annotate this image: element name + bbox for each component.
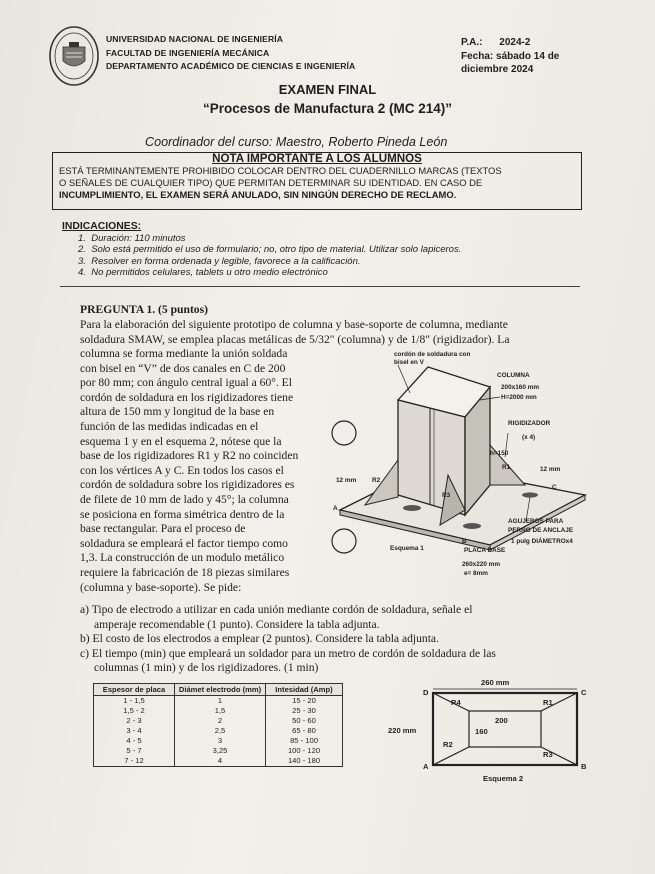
cell-current: 140 - 180 — [266, 756, 343, 767]
cell-current: 85 - 100 — [266, 736, 343, 746]
label-weld-2: bisel en V — [394, 359, 424, 366]
subitem-b: b) El costo de los electrodos a emplear (2 puntos). Considere la tabla adjunta. — [80, 632, 439, 646]
question-text-line: se posiciona en forma simétrica dentro de la — [80, 507, 285, 521]
anchor-hole-icon — [403, 505, 421, 511]
pa-value: 2024-2 — [499, 37, 531, 48]
question-text-line: base de los rigidizadores R1 y R2 no coinciden — [80, 449, 299, 463]
cell-diameter: 3,25 — [175, 746, 266, 756]
table-header-row — [94, 684, 343, 696]
cell-thickness: 1,5 - 2 — [94, 706, 175, 716]
cell-diameter: 2 — [175, 716, 266, 726]
subitem-a-cont: amperaje recomendable (1 punto). Considere la tabla adjunta. — [94, 617, 380, 631]
scheme-1-caption: Esquema 1 — [390, 545, 424, 552]
cell-current: 65 - 80 — [266, 726, 343, 736]
faculty-name: FACULTAD DE INGENIERÍA MECÁNICA — [106, 48, 270, 58]
question-text-line: 1,3. La construcción de un modulo metálico — [80, 551, 285, 565]
cell-diameter: 1,5 — [175, 706, 266, 716]
indications-list — [78, 233, 461, 279]
question-text-line: esquema 1 y en el esquema 2, nótese que la — [80, 434, 282, 448]
label-column-height: H=2000 mm — [501, 394, 537, 401]
inner-width-label: 200 — [495, 716, 508, 725]
label-holes-2: PERNO DE ANCLAJE — [508, 527, 574, 534]
question-text-line: altura de 150 mm y longitud de la base en — [80, 405, 275, 419]
question-text-line: soldadura se empleará el factor tiempo como — [80, 536, 288, 550]
cell-thickness: 2 - 3 — [94, 716, 175, 726]
label-12mm-right: 12 mm — [540, 466, 561, 473]
question-text-line: (columna y base-soporte). Se pide: — [80, 580, 242, 594]
label-r3: R3 — [442, 492, 451, 499]
scheme-1-diagram — [330, 345, 592, 585]
cell-thickness: 5 - 7 — [94, 746, 175, 756]
stiffener-r4-label: R4 — [451, 698, 461, 707]
course-coordinator: Coordinador del curso: Maestro, Roberto Pineda León — [145, 135, 448, 149]
cell-diameter: 1 — [175, 696, 266, 707]
stiffener-r2 — [365, 460, 398, 505]
question-text-line: por 80 mm; con ángulo central igual a 60°. El — [80, 376, 292, 390]
anchor-hole-icon — [522, 492, 538, 497]
label-column: COLUMNA — [497, 372, 530, 379]
question-title: PREGUNTA 1. (5 puntos) — [80, 303, 208, 316]
label-b: B — [462, 538, 467, 545]
label-c: C — [552, 484, 557, 491]
question-text-line: base rectangular. Para el proceso de — [80, 522, 246, 536]
label-plate-dims: 260x220 mm — [462, 561, 501, 568]
label-stiffener-count: (x 4) — [522, 434, 536, 441]
callout-circle — [332, 421, 356, 445]
indication-item: 3. Resolver en forma ordenada y legible, favorece a la calificación. — [78, 255, 361, 267]
label-plate-thickness: e= 8mm — [464, 570, 488, 577]
label-r1: R1 — [502, 464, 511, 471]
label-holes: AGUJEROS PARA — [508, 518, 564, 525]
height-label: 220 mm — [388, 726, 417, 735]
notice-line-3: INCUMPLIMIENTO, EL EXAMEN SERÁ ANULADO, SIN NINGÚN DERECHO DE RECLAMO. — [59, 189, 457, 200]
question-text-line: columna se forma mediante la unión soldada — [80, 347, 288, 360]
table-row — [94, 736, 343, 746]
vertex-d: D — [423, 688, 429, 697]
question-text-line: función de las medidas indicadas en el — [80, 419, 259, 433]
cell-thickness: 3 - 4 — [94, 726, 175, 736]
scheme-2-caption: Esquema 2 — [483, 774, 524, 783]
scheme-2-diagram — [385, 673, 605, 785]
label-column-dims: 200x160 mm — [501, 384, 540, 391]
indication-item: 1. Duración: 110 minutos — [78, 233, 186, 244]
table-row — [94, 746, 343, 756]
cell-diameter: 3 — [175, 736, 266, 746]
leader-line — [398, 365, 410, 393]
notice-title: NOTA IMPORTANTE A LOS ALUMNOS — [212, 152, 422, 165]
label-r2: R2 — [372, 477, 381, 484]
cell-thickness: 1 - 1,5 — [94, 696, 175, 707]
vertex-b: B — [581, 762, 587, 771]
subitem-a: a) Tipo de electrodo a utilizar en cada unión mediante cordón de soldadura, señale el — [80, 603, 473, 616]
cell-current: 50 - 60 — [266, 716, 343, 726]
electrode-table — [93, 683, 343, 767]
anchor-hole-icon — [463, 523, 481, 529]
vertex-c: C — [581, 688, 587, 697]
stiffener-r3-label: R3 — [543, 750, 553, 759]
col-header-current: Intesidad (Amp) — [266, 684, 343, 696]
table-row — [94, 716, 343, 726]
question-text-line: de filete de 10 mm de lado y 45°; la columna — [80, 492, 289, 506]
indication-item: 4. No permitidos celulares, tablets u otro medio electrónico — [78, 267, 328, 279]
stiffener-r1-label: R1 — [543, 698, 553, 707]
table-row — [94, 706, 343, 716]
pa-label: P.A.: — [461, 37, 483, 48]
subitem-c-cont: columnas (1 min) y de los rigidizadores. (1 min) — [94, 661, 319, 675]
table-row — [94, 726, 343, 736]
inner-height-label: 160 — [475, 727, 488, 736]
indications-title: INDICACIONES: — [62, 221, 142, 232]
label-a: A — [333, 505, 338, 512]
cell-diameter: 4 — [175, 756, 266, 767]
course-title: “Procesos de Manufactura 2 (MC 214)” — [202, 101, 453, 116]
subitem-c: c) El tiempo (min) que empleará un soldador para un metro de cordón de soldadura de las — [80, 646, 496, 660]
question-intro-line-2: soldadura SMAW, se emplea placas metálicas de 5/32" (columna) y de 1/8" (rigidizador). La — [80, 332, 510, 346]
label-weld: cordón de soldadura con — [394, 351, 471, 358]
department-name: DEPARTAMENTO ACADÉMICO DE CIENCIAS E INGENIERÍA — [106, 61, 356, 71]
stiffener-r2-line — [433, 747, 469, 765]
width-label: 260 mm — [481, 678, 510, 687]
col-header-thickness: Espesor de placa — [94, 684, 175, 696]
cell-current: 25 - 30 — [266, 706, 343, 716]
cell-current: 15 - 20 — [266, 696, 343, 707]
important-notice-box — [52, 152, 582, 210]
question-text-line: cordón de soldadura sobre los rigidizadores es — [80, 478, 295, 492]
question-text-line: con bisel en “V” de dos canales en C de 200 — [80, 361, 286, 375]
vertex-a: A — [423, 762, 429, 771]
question-subitems — [80, 603, 600, 676]
question-text-line: requiere la fabricación de 18 piezas similares — [80, 565, 290, 579]
label-plate: PLACA BASE — [464, 547, 506, 554]
divider — [60, 286, 580, 287]
cell-thickness: 7 - 12 — [94, 756, 175, 767]
col-header-diameter: Diámet electrodo (mm) — [175, 684, 266, 696]
question-intro-line-1: Para la elaboración del siguiente prototipo de columna y base-soporte de columna, mediante — [80, 318, 508, 331]
exam-title: EXAMEN FINAL — [278, 82, 377, 97]
label-12mm-left: 12 mm — [336, 477, 357, 484]
indication-item: 2. Solo está permitido el uso de formulario; no, otro tipo de material. Utilizar solo lapiceros. — [78, 244, 462, 256]
question-text-line: cordón de soldadura en los rigidizadores tiene — [80, 390, 294, 404]
cell-diameter: 2,5 — [175, 726, 266, 736]
label-stiffener: RIGIDIZADOR — [508, 420, 551, 427]
question-text-line: con los vértices A y C. En todos los casos el — [80, 463, 284, 477]
university-seal-logo — [48, 25, 100, 87]
table-row — [94, 756, 343, 767]
exam-date-line1: Fecha: sábado 14 de — [461, 51, 560, 62]
label-holes-3: 1 pulg DIÁMETROx4 — [511, 538, 573, 545]
stiffener-r2-label: R2 — [443, 740, 453, 749]
label-h150: h=150 — [490, 450, 509, 457]
academic-period — [461, 37, 530, 48]
university-name: UNIVERSIDAD NACIONAL DE INGENIERÍA — [106, 34, 284, 44]
callout-circle — [332, 529, 356, 553]
table-row — [94, 696, 343, 707]
notice-line-2: O SEÑALES DE CUALQUIER TIPO) QUE PERMITAN DETERMINAR SU IDENTIDAD. EN CASO DE — [59, 177, 483, 188]
notice-line-1: ESTÁ TERMINANTEMENTE PROHIBIDO COLOCAR DENTRO DEL CUADERNILLO MARCAS (TEXTOS — [59, 165, 502, 176]
question-wrapped-text — [80, 347, 330, 595]
question-intro — [80, 318, 600, 347]
cell-current: 100 - 120 — [266, 746, 343, 756]
cell-thickness: 4 - 5 — [94, 736, 175, 746]
exam-date-line2: diciembre 2024 — [461, 64, 534, 75]
